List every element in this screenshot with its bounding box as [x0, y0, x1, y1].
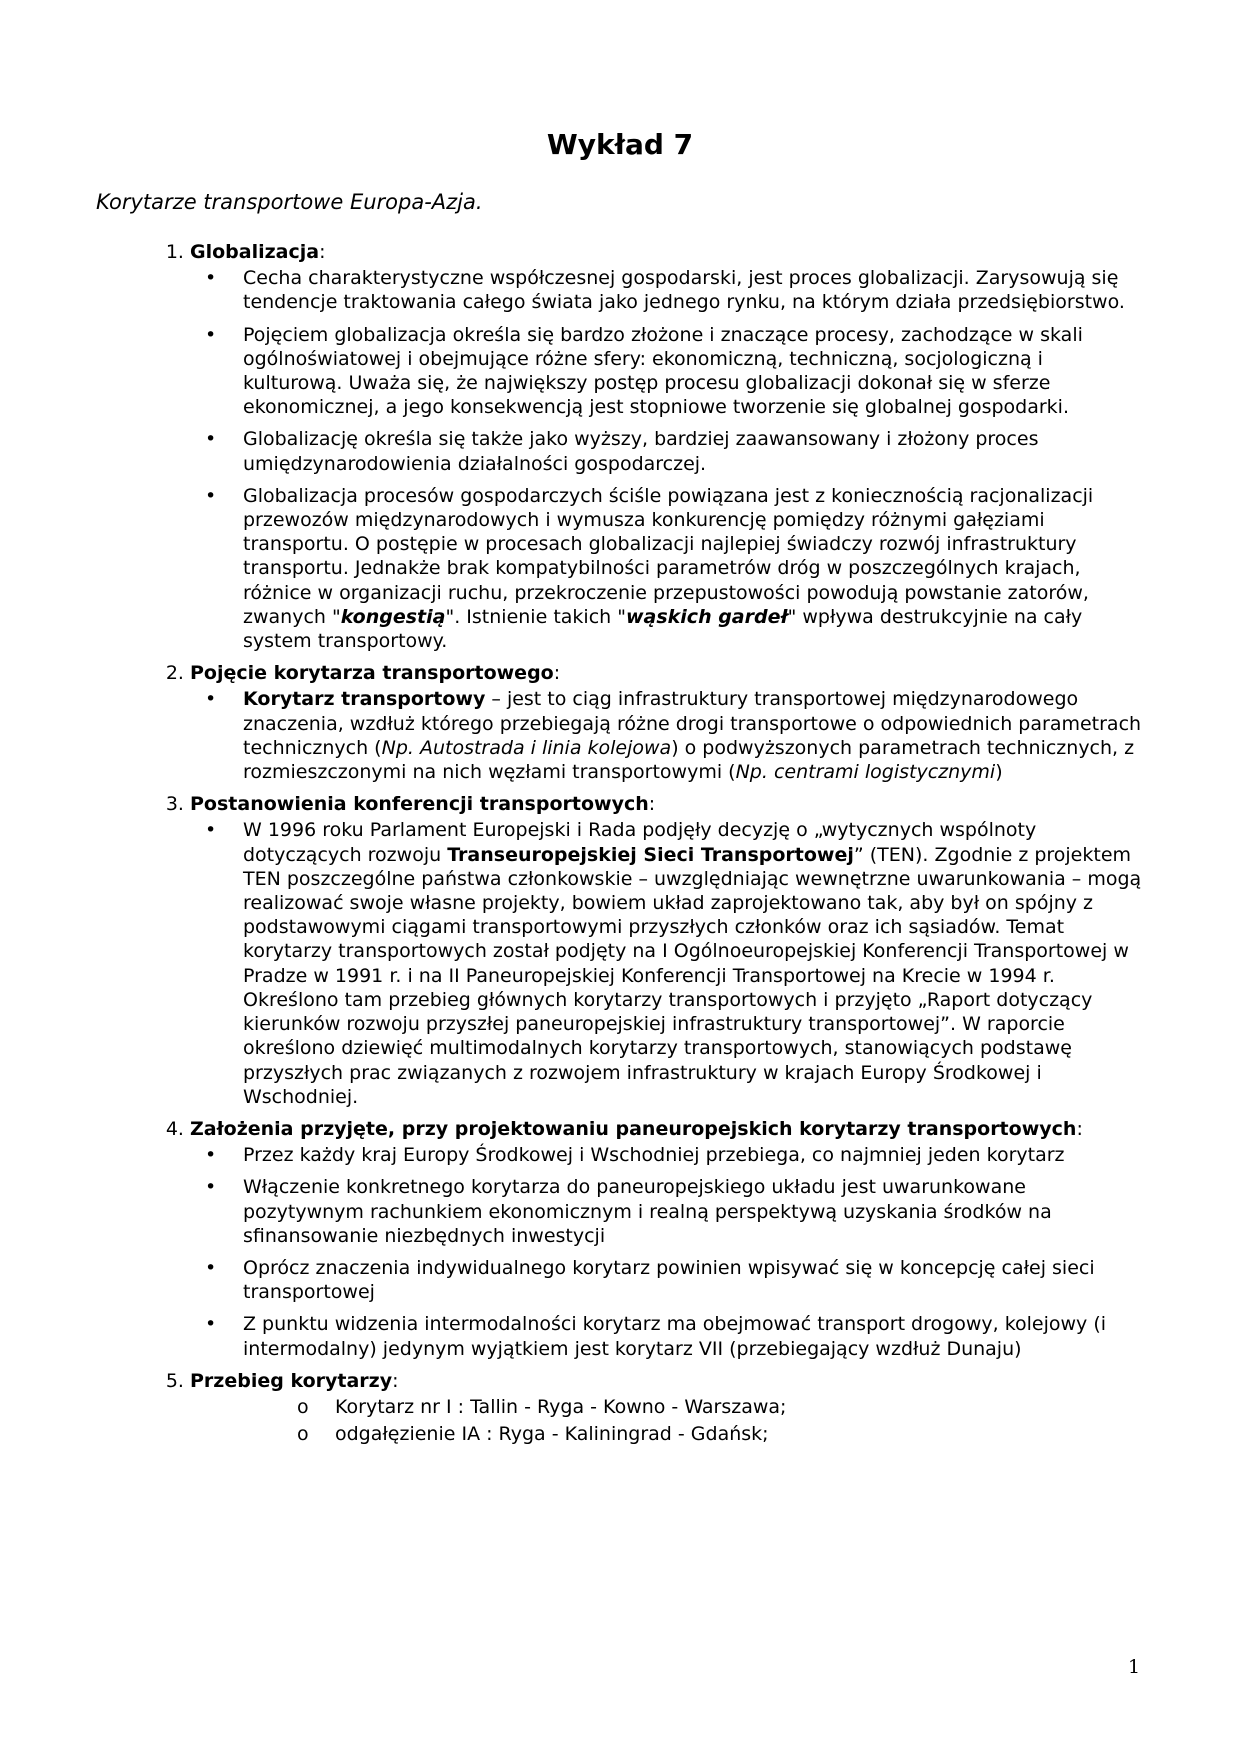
- section-heading: Pojęcie korytarza transportowego: [190, 662, 554, 685]
- list-item: [243, 818, 1142, 1108]
- bold-term: Transeuropejskiej Sieci Transportowej: [447, 843, 854, 866]
- bullet-text: Globalizacja procesów gospodarczych ściśle powiązana jest z koniecznością racjonalizacji przewozów międzynarodowych i wymusza konkurencję pomiędzy różnymi gałęziami transportu. O postępie w procesach globalizacji najlepiej świadczy rozwój infrastruktury transportu. Jednakże brak kompatybilności parametrów dróg w poszczególnych krajach, różnice w organizacji ruchu, przekroczenie przepustowości powodują powstanie zatorów, zwanych ": [243, 484, 1094, 628]
- list-item: [243, 484, 1142, 653]
- list-item: [243, 1256, 1142, 1304]
- route-text: Korytarz nr I : Tallin - Ryga - Kowno - Warszawa;: [335, 1395, 787, 1418]
- bullet-text: ): [995, 761, 1003, 784]
- list-item: [335, 1422, 1142, 1446]
- document-title: Wykład 7: [546, 128, 694, 161]
- list-item: [243, 687, 1142, 784]
- heading-colon: :: [553, 662, 561, 685]
- bullet-text: – jest to ciąg infrastruktury transportowej międzynarodowego znaczenia, wzdłuż którego przebiegają różne drogi transportowe o odpowiednich parametrach technicznych (: [243, 688, 1142, 759]
- bullet-text: ". Istnienie takich ": [445, 605, 626, 628]
- bullet-text: Z punktu widzenia intermodalności korytarz ma obejmować transport drogowy, kolejowy (i intermodalny) jedynym wyjątkiem jest korytarz VII (przebiegający wzdłuż Dunaju): [243, 1313, 1107, 1360]
- section-pojecie-korytarza: [190, 661, 1142, 784]
- emphasis-term: kongestią: [340, 605, 446, 628]
- example-text: Np. centrami logistycznymi: [735, 761, 996, 784]
- bullet-text: Włączenie konkretnego korytarza do paneuropejskiego układu jest uwarunkowane pozytywnym rachunkiem ekonomicznym i realną perspektywą uzyskania środków na sfinansowanie niezbędnych inwestycji: [243, 1176, 1052, 1247]
- section-heading: Założenia przyjęte, przy projektowaniu paneuropejskich korytarzy transportowych: [190, 1117, 1077, 1140]
- bullet-list: [190, 1143, 1142, 1361]
- bullet-list: [190, 266, 1142, 653]
- list-item: [243, 427, 1142, 475]
- list-item: [243, 1143, 1142, 1167]
- list-item: [243, 323, 1142, 420]
- list-item: [335, 1395, 1142, 1419]
- section-postanowienia: [190, 792, 1142, 1109]
- bullet-text: ) o podwyższonych parametrach technicznych, z rozmieszczonymi na nich węzłami transportowymi (: [243, 736, 1135, 784]
- section-globalizacja: [190, 240, 1142, 653]
- bullet-text: Globalizację określa się także jako wyższy, bardziej zaawansowany i złożony proces umiędzynarodowienia działalności gospodarczej.: [243, 428, 1039, 475]
- section-zalozenia: [190, 1117, 1142, 1361]
- route-text: odgałęzienie IA : Ryga - Kaliningrad - Gdańsk;: [335, 1423, 769, 1446]
- example-text: Np. Autostrada i linia kolejowa: [381, 736, 672, 759]
- bullet-list: [190, 687, 1142, 784]
- list-item: [243, 1312, 1142, 1360]
- route-list: [190, 1395, 1142, 1446]
- section-heading: Postanowienia konferencji transportowych: [190, 793, 649, 816]
- section-heading: Globalizacja: [190, 241, 320, 263]
- bullet-list: [190, 818, 1142, 1108]
- defined-term: Korytarz transportowy: [243, 688, 486, 711]
- document-subtitle: Korytarze transportowe Europa-Azja.: [96, 190, 483, 214]
- bullet-text: Pojęciem globalizacja określa się bardzo złożone i znaczące procesy, zachodzące w skali ogólnoświatowej i obejmujące różne sfery: ekonomiczną, techniczną, socjologiczną i kulturową. Uważa się, że największy postęp procesu globalizacji dokonał się w sferze ekonomicznej, a jego konsekwencją jest stopniowe tworzenie się globalnej gospodarki.: [243, 323, 1083, 419]
- bullet-text: " wpływa destrukcyjnie na cały system transportowy.: [243, 605, 1083, 653]
- document-body: [152, 240, 1142, 1451]
- bullet-text: W 1996 roku Parlament Europejski i Rada podjęły decyzję o „wytycznych wspólnoty dotyczących rozwoju: [243, 819, 1037, 866]
- heading-colon: :: [648, 793, 656, 816]
- bullet-text: Cecha charakterystyczne współczesnej gospodarski, jest proces globalizacji. Zarysowują się tendencje traktowania całego świata jako jednego rynku, na którym działa przedsiębiorstwo.: [243, 267, 1125, 314]
- section-przebieg: [190, 1369, 1142, 1447]
- section-heading: Przebieg korytarzy: [190, 1369, 393, 1392]
- page-number: 1: [1128, 1656, 1141, 1678]
- section-list: [152, 240, 1142, 1446]
- list-item: [243, 266, 1142, 314]
- list-item: [243, 1175, 1142, 1248]
- emphasis-term: wąskich gardeł: [625, 605, 788, 628]
- heading-colon: :: [319, 241, 326, 263]
- bullet-text: ” (TEN). Zgodnie z projektem TEN poszczególne państwa członkowskie – uwzględniając wewnętrzne uwarunkowania – mogą realizować swoje własne projekty, bowiem układ zaprojektowano tak, aby był on spójny z podstawowymi ciągami transportowymi przyszłych członków oraz ich sąsiadów. Temat korytarzy transportowych został podjęty na I Ogólnoeuropejskiej Konferencji Transportowej w Pradze w 1991 r. i na II Paneuropejskiej Konferencji Transportowej na Krecie w 1994 r. Określono tam przebieg głównych korytarzy transportowych i przyjęto „Raport dotyczący kierunków rozwoju przyszłej paneuropejskiej infrastruktury transportowej”. W raporcie określono dziewięć multimodalnych korytarzy transportowych, stanowiących podstawę przyszłych prac związanych z rozwojem infrastruktury w krajach Europy Środkowej i Wschodniej.: [243, 843, 1142, 1108]
- bullet-text: Oprócz znaczenia indywidualnego korytarz powinien wpisywać się w koncepcję całej sieci transportowej: [243, 1256, 1095, 1304]
- heading-colon: :: [1076, 1117, 1083, 1140]
- bullet-text: Przez każdy kraj Europy Środkowej i Wschodniej przebiega, co najmniej jeden korytarz: [243, 1144, 1065, 1167]
- heading-colon: :: [392, 1369, 399, 1392]
